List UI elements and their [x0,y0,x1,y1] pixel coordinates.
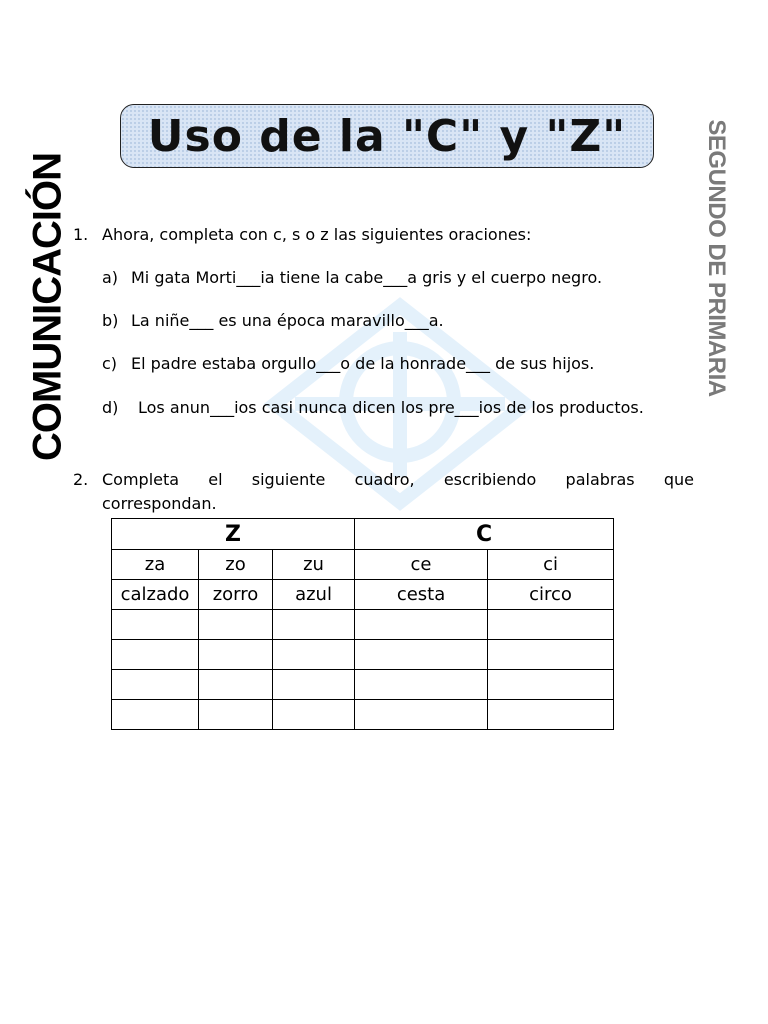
example-row [112,580,614,610]
syllable-table [111,518,614,730]
answer-cell[interactable] [112,700,199,730]
answer-cell[interactable] [112,670,199,700]
answer-cell[interactable] [488,640,614,670]
answer-row [112,640,614,670]
question-text: Ahora, completa con c, s o z las siguientes oraciones: [102,225,532,244]
example-cell: azul [273,580,355,610]
answer-cell[interactable] [199,700,273,730]
answer-cell[interactable] [112,640,199,670]
example-cell: calzado [112,580,199,610]
answer-cell[interactable] [488,670,614,700]
item-letter: d) [102,398,119,417]
sentence-text: La niñe___ es una época maravillo___a. [131,311,444,330]
answer-cell[interactable] [199,640,273,670]
question-2-text [102,468,694,516]
answer-cell[interactable] [199,670,273,700]
answer-cell[interactable] [112,610,199,640]
sentence-a [102,268,603,287]
answer-cell[interactable] [355,670,488,700]
sentence-d [102,398,644,417]
answer-cell[interactable] [488,610,614,640]
group-z-header: Z [112,519,355,550]
sentence-text: El padre estaba orgullo___o de la honrade___ de sus hijos. [131,354,595,373]
answer-cell[interactable] [355,640,488,670]
question-2-number: 2. [73,470,89,489]
example-cell: zorro [199,580,273,610]
sentence-text: Mi gata Morti___ia tiene la cabe___a gris y el cuerpo negro. [131,268,603,287]
syllable-cell: ce [355,550,488,580]
answer-cell[interactable] [273,670,355,700]
answer-cell[interactable] [273,700,355,730]
answer-cell[interactable] [273,610,355,640]
sentence-b [102,311,444,330]
group-c-header: C [355,519,614,550]
sentence-text: Los anun___ios casi nunca dicen los pre___ios de los productos. [138,398,644,417]
question-1 [73,225,532,244]
subject-label: COMUNICACIÓN [25,153,70,461]
question-2-line-2: correspondan. [102,494,217,513]
title-banner [120,104,654,168]
answer-cell[interactable] [273,640,355,670]
answer-cell[interactable] [199,610,273,640]
question-2-line-1: Completa el siguiente cuadro, escribiendo palabras que [102,470,694,489]
answer-row [112,670,614,700]
example-cell: circo [488,580,614,610]
answer-cell[interactable] [355,700,488,730]
syllable-cell: zu [273,550,355,580]
syllable-row [112,550,614,580]
sentence-c [102,354,595,373]
item-letter: c) [102,354,118,373]
table-header-row [112,519,614,550]
example-cell: cesta [355,580,488,610]
grade-label: SEGUNDO DE PRIMARIA [703,119,730,397]
answer-cell[interactable] [355,610,488,640]
page-title: Uso de la "C" y "Z" [147,111,627,162]
syllable-cell: za [112,550,199,580]
answer-row [112,610,614,640]
question-number: 1. [73,225,89,244]
answer-cell[interactable] [488,700,614,730]
syllable-cell: zo [199,550,273,580]
answer-row [112,700,614,730]
item-letter: b) [102,311,119,330]
item-letter: a) [102,268,119,287]
syllable-cell: ci [488,550,614,580]
